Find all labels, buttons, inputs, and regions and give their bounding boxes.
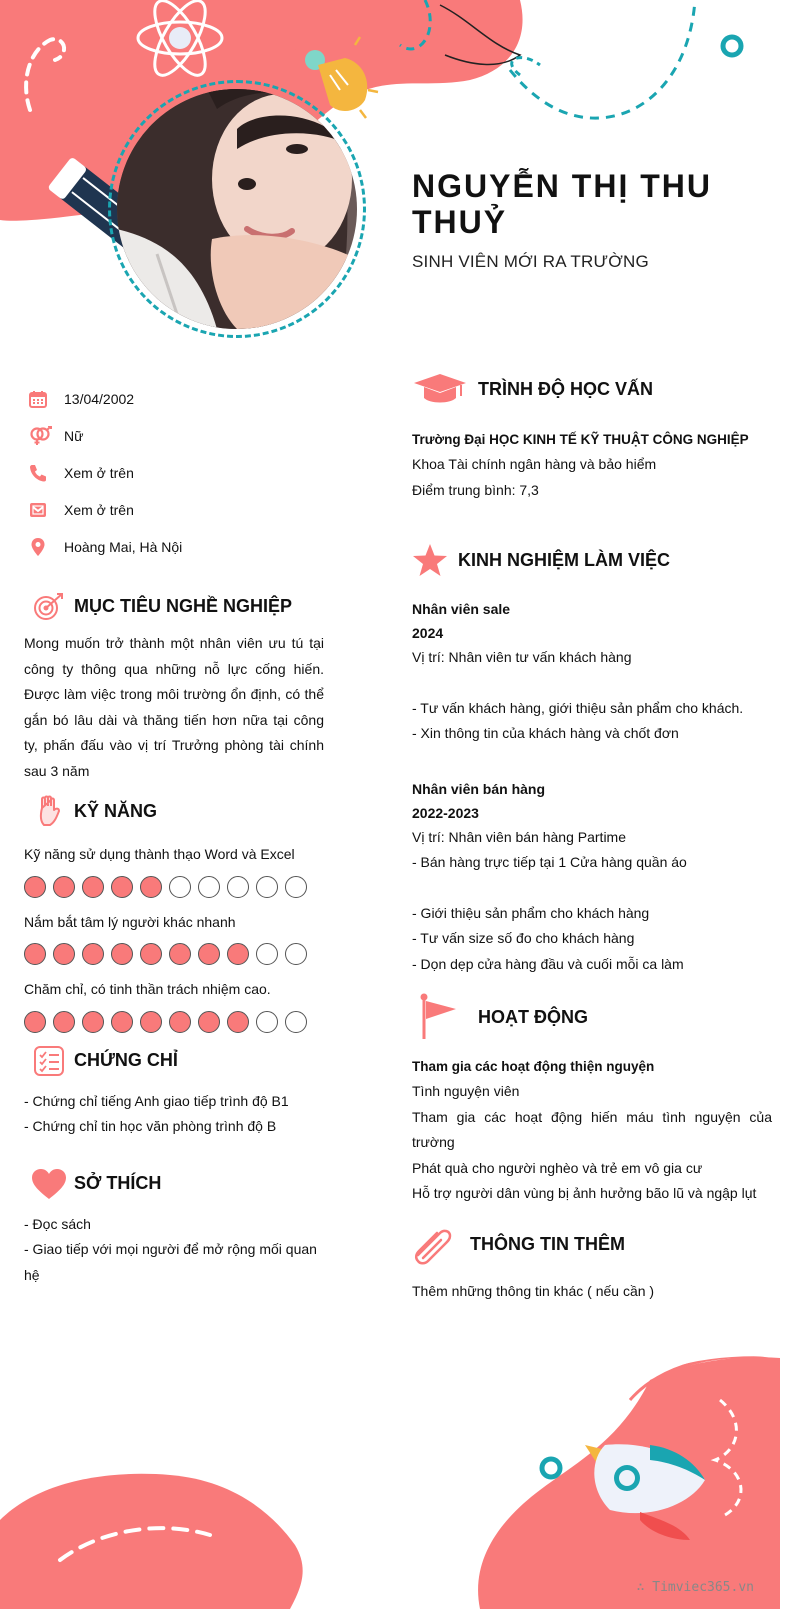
phone-icon [24, 462, 64, 484]
hobby-item: - Đọc sách [24, 1215, 91, 1232]
skill-label: Nắm bắt tâm lý người khác nhanh [24, 913, 236, 930]
job-duty: - Bán hàng trực tiếp tại 1 Cửa hàng quần áo [412, 854, 687, 870]
rating-dot-filled [111, 1011, 133, 1033]
education-gpa: Điểm trung bình: 7,3 [412, 481, 539, 498]
rating-dot-filled [24, 943, 46, 965]
certificate-item: - Chứng chỉ tin học văn phòng trình độ B [24, 1118, 277, 1134]
rating-dot-empty [285, 1011, 307, 1033]
dob-text: 13/04/2002 [64, 390, 135, 407]
left-column [24, 380, 324, 1288]
contact-phone [24, 454, 324, 491]
job-entry [412, 777, 772, 978]
objective-title: MỤC TIÊU NGHỀ NGHIỆP [74, 595, 293, 616]
certificates-heading [24, 1045, 324, 1077]
skill-rating [24, 943, 324, 965]
hobbies-title: SỞ THÍCH [74, 1173, 162, 1193]
job-duty: - Tư vấn khách hàng, giới thiệu sản phẩm cho khách. [412, 699, 744, 716]
contact-address [24, 528, 324, 565]
activity-role: Tình nguyện viên [412, 1083, 520, 1099]
rating-dot-empty [227, 876, 249, 898]
rating-dot-filled [198, 1011, 220, 1033]
extra-info-text: Thêm những thông tin khác ( nếu cần ) [412, 1282, 655, 1299]
profile-photo [117, 89, 357, 329]
extra-info-heading [412, 1225, 772, 1265]
hobbies-heading [24, 1168, 324, 1200]
location-pin-icon [24, 536, 64, 558]
hobby-item: - Giao tiếp với mọi người để mở rộng mối quan hệ [24, 1241, 317, 1283]
rating-dot-empty [198, 876, 220, 898]
certificate-item: - Chứng chỉ tiếng Anh giao tiếp trình độ B1 [24, 1092, 289, 1109]
rating-dot-empty [285, 943, 307, 965]
skill-label: Kỹ năng sử dụng thành thạo Word và Excel [24, 846, 295, 862]
phone-text: Xem ở trên [64, 464, 134, 481]
rating-dot-filled [140, 876, 162, 898]
rating-dot-filled [53, 1011, 75, 1033]
rating-dot-filled [53, 943, 75, 965]
job-entry [412, 597, 772, 747]
gender-icon [24, 425, 64, 447]
skills-title: KỸ NĂNG [74, 800, 158, 821]
education-heading [412, 372, 772, 406]
rating-dot-filled [24, 1011, 46, 1033]
skill-rating [24, 876, 324, 898]
skill-label: Chăm chỉ, có tinh thần trách nhiệm cao. [24, 981, 271, 997]
job-duty: - Giới thiệu sản phẩm cho khách hàng [412, 904, 650, 921]
education-school: Trường Đại HỌC KINH TẾ KỸ THUẬT CÔNG NGHIỆP [412, 432, 749, 447]
rating-dot-empty [256, 943, 278, 965]
heart-icon [24, 1168, 74, 1200]
address-text: Hoàng Mai, Hà Nội [64, 538, 183, 555]
skills-heading [24, 794, 324, 828]
rating-dot-filled [169, 1011, 191, 1033]
target-icon [24, 591, 74, 621]
candidate-title: SINH VIÊN MỚI RA TRƯỜNG [412, 252, 649, 271]
education-faculty: Khoa Tài chính ngân hàng và bảo hiểm [412, 456, 657, 472]
rating-dot-empty [285, 876, 307, 898]
rating-dot-filled [82, 876, 104, 898]
activity-title: Tham gia các hoạt động thiện nguyện [412, 1059, 655, 1074]
checklist-icon [24, 1045, 74, 1077]
experience-heading [412, 543, 772, 577]
job-period: 2022-2023 [412, 804, 479, 821]
job-position: Vị trí: Nhân viên tư vấn khách hàng [412, 649, 632, 665]
rating-dot-filled [169, 943, 191, 965]
job-period: 2024 [412, 625, 444, 641]
certificates-title: CHỨNG CHỈ [74, 1050, 178, 1070]
objective-heading [24, 591, 324, 621]
email-icon [24, 499, 64, 521]
rating-dot-filled [140, 1011, 162, 1033]
rating-dot-filled [82, 943, 104, 965]
job-duty: - Dọn dẹp cửa hàng đầu và cuối mỗi ca làm [412, 955, 684, 972]
graduation-cap-icon [412, 372, 478, 406]
activities-title: HOẠT ĐỘNG [478, 1006, 588, 1027]
rating-dot-empty [256, 1011, 278, 1033]
activities-heading [412, 993, 772, 1041]
skill-rating [24, 1011, 324, 1033]
rating-dot-filled [24, 876, 46, 898]
rating-dot-empty [256, 876, 278, 898]
job-title: Nhân viên bán hàng [412, 780, 546, 797]
contact-dob [24, 380, 324, 417]
activity-item: Phát quà cho người nghèo và trẻ em vô gia cư [412, 1159, 703, 1176]
right-column [412, 372, 772, 1304]
watermark: ∴ Timviec365.vn [636, 1580, 754, 1595]
paperclip-icon [412, 1225, 470, 1265]
candidate-name: NGUYỄN THỊ THU THUỶ [412, 168, 712, 240]
job-duty: - Xin thông tin của khách hàng và chốt đơn [412, 725, 679, 741]
rating-dot-filled [227, 1011, 249, 1033]
gender-text: Nữ [64, 427, 84, 444]
job-title: Nhân viên sale [412, 601, 511, 617]
rating-dot-empty [169, 876, 191, 898]
experience-title: KINH NGHIỆM LÀM VIỆC [458, 549, 671, 570]
email-text: Xem ở trên [64, 501, 134, 518]
rating-dot-filled [227, 943, 249, 965]
activity-item: Hỗ trợ người dân vùng bị ảnh hưởng bão lũ và ngập lụt [412, 1185, 757, 1201]
contact-gender [24, 417, 324, 454]
education-title: TRÌNH ĐỘ HỌC VẤN [478, 378, 653, 399]
objective-text: Mong muốn trở thành một nhân viên ưu tú tại công ty thông qua những nỗ lực cống hiến. Được làm việc trong môi trường ổn định, có thể gắn bó lâu dài và thăng tiến hơn nữa tại công ty, phấn đấu vào vị trí Trưởng phòng tài chính sau 3 năm [24, 635, 324, 779]
activity-item: Tham gia các hoạt động hiến máu tình nguyện của trường [412, 1108, 772, 1150]
rating-dot-filled [82, 1011, 104, 1033]
calendar-icon [24, 388, 64, 410]
contact-email [24, 491, 324, 528]
job-position: Vị trí: Nhân viên bán hàng Partime [412, 828, 627, 845]
rating-dot-filled [53, 876, 75, 898]
flag-icon [412, 993, 478, 1041]
rating-dot-filled [140, 943, 162, 965]
rating-dot-filled [198, 943, 220, 965]
rating-dot-filled [111, 943, 133, 965]
skills-list [24, 842, 324, 1033]
hand-icon [24, 794, 74, 828]
star-icon [412, 543, 458, 577]
extra-info-title: THÔNG TIN THÊM [470, 1234, 625, 1254]
rating-dot-filled [111, 876, 133, 898]
job-duty: - Tư vấn size số đo cho khách hàng [412, 930, 635, 946]
